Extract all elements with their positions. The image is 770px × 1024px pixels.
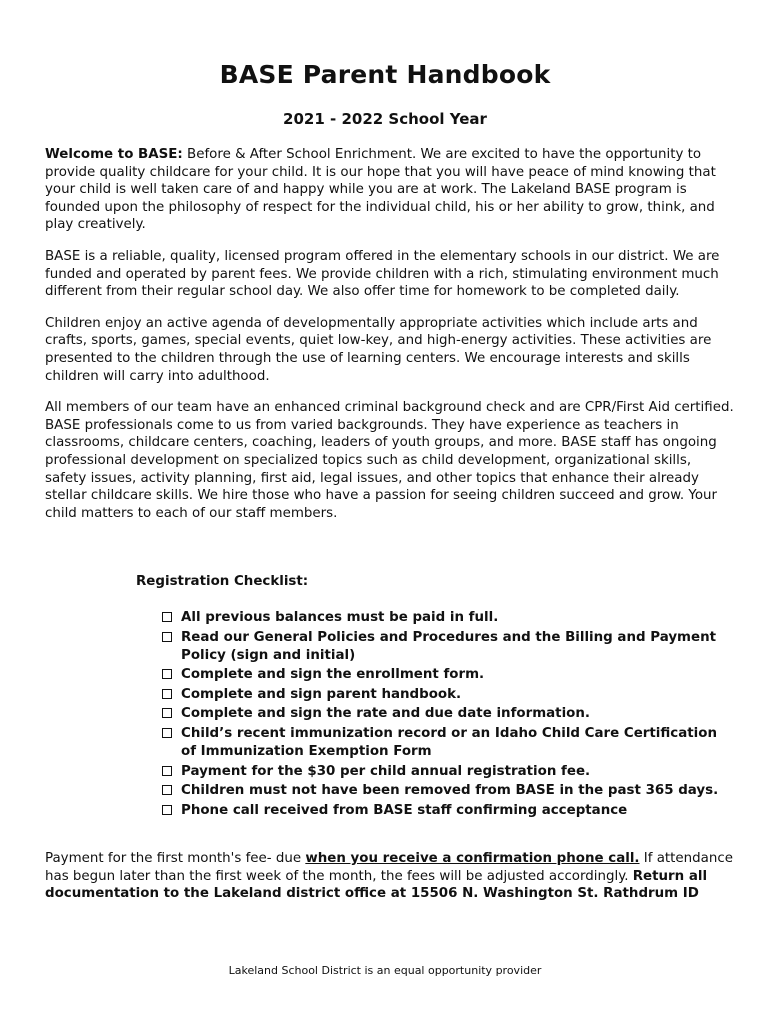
checkbox-icon[interactable] — [162, 612, 172, 622]
paragraph-activities: Children enjoy an active agenda of developmentally appropriate activities which include arts and crafts, sports, games, special events, quiet low-key, and high-energy activities. These activities are presented to the children through the use of learning centers. We encourage interests and skills children will carry into adulthood. — [45, 315, 712, 384]
checklist-item-label: Complete and sign parent handbook. — [181, 686, 462, 702]
checklist-item-label: Complete and sign the enrollment form. — [181, 667, 485, 683]
checklist-title: Registration Checklist: — [136, 574, 309, 589]
checklist-item — [160, 666, 730, 684]
checklist-item-label: Children must not have been removed from BASE in the past 365 days. — [181, 783, 719, 799]
checklist-item — [160, 686, 730, 704]
intro-paragraph — [45, 146, 735, 234]
checklist-item-label: Read our General Policies and Procedures and the Billing and Payment Policy (sign and initial) — [181, 629, 717, 663]
page-title: BASE Parent Handbook — [219, 60, 551, 89]
checklist-item-label: Child’s recent immunization record or an Idaho Child Care Certification of Immunization Exemption Form — [181, 725, 718, 759]
registration-checklist — [160, 609, 730, 821]
checklist-item — [160, 609, 730, 627]
intro-text: Before & After School Enrichment. We are excited to have the opportunity to provide quality childcare for your child. It is our hope that you will have peace of mind knowing that your child is well taken care of and happy while you are at work. The Lakeland BASE program is founded upon the philosophy of respect for the individual child, his or her ability to grow, think, and play creatively. — [45, 147, 716, 233]
checkbox-icon[interactable] — [162, 669, 172, 679]
closing-paragraph — [45, 850, 735, 903]
checkbox-icon[interactable] — [162, 632, 172, 642]
paragraph-staff: All members of our team have an enhanced criminal background check and are CPR/First Aid certified. BASE professionals come to us from varied backgrounds. They have experience as teachers in classrooms, childcare centers, coaching, leaders of youth groups, and more. BASE staff has ongoing professional development on specialized topics such as child development, organizational skills, safety issues, activity planning, first aid, legal issues, and other topics that enhance their already stellar childcare skills. We hire those who have a passion for seeing children succeed and grow. Your child matters to each of our staff members. — [45, 400, 734, 521]
checkbox-icon[interactable] — [162, 708, 172, 718]
checklist-item — [160, 763, 730, 781]
checklist-item-label: Complete and sign the rate and due date information. — [181, 706, 590, 722]
closing-part1: Payment for the first month's fee- due — [45, 851, 306, 866]
closing-bold: Return all documentation to the Lakeland district office at 15506 N. Washington St. Rathdrum ID — [45, 868, 708, 902]
checklist-item — [160, 629, 730, 665]
school-year-subtitle: 2021 - 2022 School Year — [283, 110, 487, 128]
checklist-item — [160, 802, 730, 820]
checklist-item-label: All previous balances must be paid in full. — [181, 610, 499, 625]
closing-part2: If attendance has begun later than the first week of the month, the fees will be adjusted accordingly. — [45, 851, 733, 884]
checklist-item — [160, 705, 730, 723]
body-text — [45, 146, 735, 536]
paragraph-program: BASE is a reliable, quality, licensed program offered in the elementary schools in our district. We are funded and operated by parent fees. We provide children with a rich, stimulating environment much different from their regular school day. We also offer time for homework to be completed daily. — [45, 248, 720, 300]
closing-underline: when you receive a confirmation phone call. — [305, 851, 640, 866]
footer-note: Lakeland School District is an equal opportunity provider — [228, 964, 542, 977]
checkbox-icon[interactable] — [162, 805, 172, 815]
checkbox-icon[interactable] — [162, 689, 172, 699]
checklist-item-label: Payment for the $30 per child annual registration fee. — [181, 763, 591, 779]
intro-lead: Welcome to BASE: — [45, 147, 183, 162]
checklist-item — [160, 782, 730, 800]
checkbox-icon[interactable] — [162, 728, 172, 738]
checkbox-icon[interactable] — [162, 785, 172, 795]
checkbox-icon[interactable] — [162, 766, 172, 776]
checklist-item — [160, 725, 730, 761]
checklist-item-label: Phone call received from BASE staff confirming acceptance — [181, 802, 628, 818]
